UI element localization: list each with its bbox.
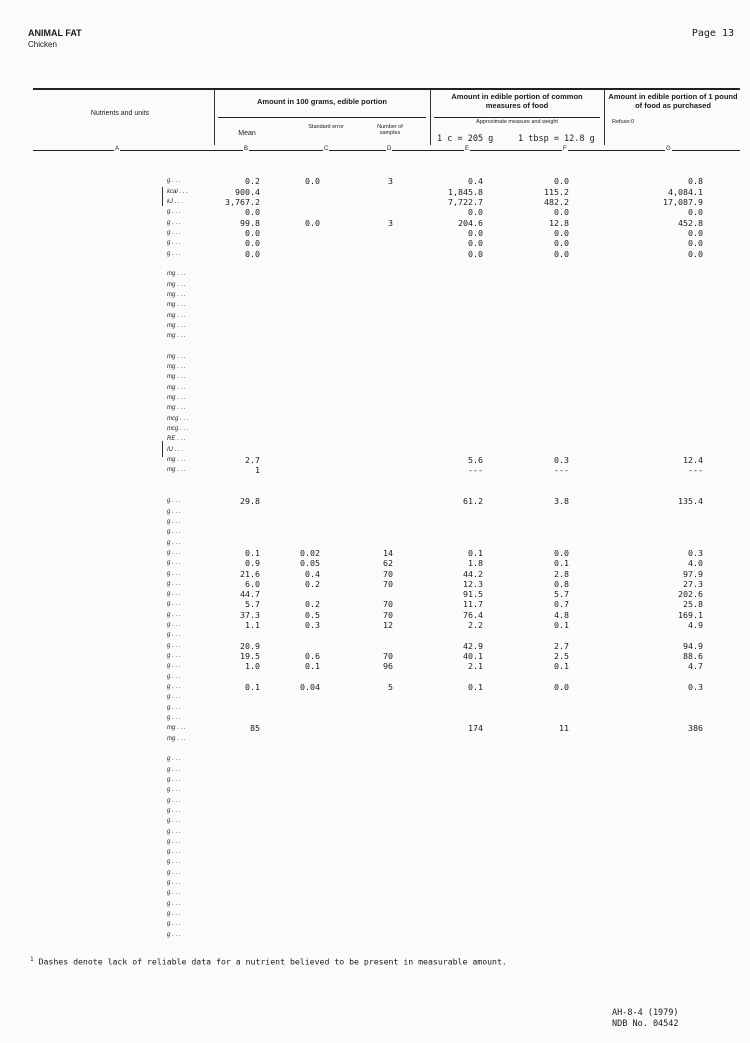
table-row (0, 899, 750, 909)
value-col-e: 1.8 (468, 558, 483, 569)
table-row (0, 187, 750, 197)
unit-label: g . . . (167, 651, 180, 661)
value-col-e: 0.1 (468, 547, 483, 558)
value-col-b: 5.7 (245, 599, 260, 610)
value-col-b: 6.0 (245, 578, 260, 589)
value-col-g: 386 (688, 723, 703, 734)
value-col-g: 202.6 (678, 589, 703, 600)
unit-label: g . . . (167, 785, 180, 795)
table-row (0, 765, 750, 775)
table-row (0, 579, 750, 589)
value-col-g: 88.6 (683, 651, 703, 661)
unit-label: g . . . (167, 599, 180, 609)
table-row (0, 290, 750, 300)
table-row (0, 486, 750, 496)
table-row (0, 496, 750, 506)
value-col-b: 0.0 (245, 207, 260, 218)
table-row (0, 630, 750, 640)
doc-title: ANIMAL FAT (28, 28, 82, 38)
table-row (0, 424, 750, 434)
table-row (0, 857, 750, 867)
col-letter-d: D (387, 146, 392, 152)
table-row (0, 930, 750, 940)
table-row (0, 651, 750, 661)
table-row (0, 558, 750, 568)
table-row (0, 878, 750, 888)
unit-label: g . . . (167, 775, 180, 785)
unit-label: g . . . (167, 919, 180, 929)
value-col-e: 91.5 (463, 589, 483, 600)
value-col-d: 5 (388, 682, 393, 692)
value-col-f: 5.7 (554, 589, 569, 600)
table-row (0, 589, 750, 599)
value-col-e: 42.9 (463, 640, 483, 651)
value-col-c: 0.5 (305, 609, 320, 620)
table-row (0, 672, 750, 682)
value-col-b: 99.8 (240, 217, 260, 228)
header-divider-a (214, 89, 215, 145)
col-letter-g: G (666, 146, 671, 152)
value-col-g: 4.0 (688, 558, 703, 569)
unit-label: g . . . (167, 930, 180, 940)
value-col-g: 25.8 (683, 599, 703, 610)
unit-label: g . . . (167, 630, 180, 640)
unit-label: mcg . . . (167, 424, 188, 434)
value-col-g: 94.9 (683, 640, 703, 651)
value-col-d: 96 (383, 661, 393, 672)
value-col-f: 0.0 (554, 176, 569, 187)
table-row (0, 641, 750, 651)
unit-label: mg . . . (167, 331, 185, 341)
value-col-f: 3.8 (554, 496, 569, 507)
unit-label: g . . . (167, 569, 180, 579)
unit-label: mg . . . (167, 362, 185, 372)
unit-label: g . . . (167, 641, 180, 651)
unit-label: g . . . (167, 548, 180, 558)
value-col-b: 900.4 (235, 186, 260, 197)
footnote-marker: 1 (30, 956, 34, 963)
footnote-text: Dashes denote lack of reliable data for a nutrient believed to be present in measurable amount. (38, 956, 507, 967)
category-row (0, 166, 750, 176)
table-row (0, 352, 750, 362)
value-col-e: 174 (468, 723, 483, 734)
value-col-c: 0.05 (300, 558, 320, 569)
unit-label: g . . . (167, 527, 180, 537)
measure-tbsp: 1 tbsp = 12.8 g (518, 134, 595, 144)
unit-label: g . . . (167, 909, 180, 919)
value-col-f: 0.7 (554, 599, 569, 610)
unit-label: g . . . (167, 765, 180, 775)
value-col-g: 27.3 (683, 578, 703, 589)
value-col-g: 135.4 (678, 496, 703, 507)
value-col-b: 21.6 (240, 568, 260, 579)
unit-label: g . . . (167, 517, 180, 527)
category-row (0, 476, 750, 486)
header-sub-rule-1 (218, 117, 426, 118)
value-col-f: 11 (559, 723, 569, 734)
header-mean: Mean (238, 130, 256, 137)
value-col-e: 0.0 (468, 248, 483, 259)
value-col-b: 0.2 (245, 176, 260, 187)
unit-label: mg . . . (167, 403, 185, 413)
value-col-b: 0.0 (245, 238, 260, 249)
value-col-b: 1 (255, 465, 260, 476)
unit-label: g . . . (167, 857, 180, 867)
unit-label: g . . . (167, 827, 180, 837)
table-row (0, 723, 750, 733)
table-row (0, 775, 750, 785)
table-row (0, 692, 750, 702)
unit-label: mg . . . (167, 455, 185, 465)
table-row (0, 599, 750, 609)
value-col-e: 76.4 (463, 609, 483, 620)
unit-label: g . . . (167, 837, 180, 847)
col-letter-a: A (115, 146, 120, 152)
table-row (0, 527, 750, 537)
value-col-d: 70 (383, 609, 393, 620)
unit-label: kcal . . . (167, 187, 188, 197)
value-col-b: 0.0 (245, 248, 260, 259)
unit-label: mg . . . (167, 734, 185, 744)
unit-label: g . . . (167, 176, 180, 186)
unit-label: g . . . (167, 806, 180, 816)
table-row (0, 713, 750, 723)
header-amount-100g: Amount in 100 grams, edible portion (256, 97, 388, 106)
table-row (0, 280, 750, 290)
value-col-f: 0.0 (554, 682, 569, 692)
unit-label: g . . . (167, 692, 180, 702)
unit-label: g . . . (167, 847, 180, 857)
table-row (0, 785, 750, 795)
header-number-of-samples: Number of samples (377, 124, 403, 136)
value-col-c: 0.4 (305, 568, 320, 579)
value-col-e: 0.1 (468, 682, 483, 692)
value-col-f: 482.2 (544, 197, 569, 207)
category-row (0, 341, 750, 351)
value-col-e: 204.6 (458, 217, 483, 228)
unit-label: g . . . (167, 496, 180, 506)
value-col-b: 3,767.2 (225, 197, 260, 207)
value-col-c: 0.02 (300, 547, 320, 558)
value-col-g: --- (688, 465, 703, 476)
value-col-b: 29.8 (240, 496, 260, 507)
publication-code: AH-8-4 (1979) (612, 1008, 679, 1018)
table-row (0, 269, 750, 279)
value-col-c: 0.3 (305, 620, 320, 631)
value-col-f: 4.8 (554, 609, 569, 620)
table-row (0, 393, 750, 403)
value-col-b: 37.3 (240, 609, 260, 620)
table-row (0, 507, 750, 517)
unit-label: g . . . (167, 888, 180, 898)
unit-label: mg . . . (167, 290, 185, 300)
unit-label: mg . . . (167, 383, 185, 393)
table-row (0, 734, 750, 744)
value-col-d: 62 (383, 558, 393, 569)
unit-label: mg . . . (167, 352, 185, 362)
value-col-e: --- (468, 465, 483, 476)
table-row (0, 837, 750, 847)
value-col-c: 0.2 (305, 599, 320, 610)
value-col-g: 0.3 (688, 547, 703, 558)
unit-label: mg . . . (167, 372, 185, 382)
table-row (0, 403, 750, 413)
unit-label: g . . . (167, 238, 180, 248)
table-row (0, 218, 750, 228)
unit-label: g . . . (167, 661, 180, 671)
table-row (0, 847, 750, 857)
unit-label: mg . . . (167, 393, 185, 403)
value-col-d: 70 (383, 578, 393, 589)
value-col-f: 2.5 (554, 651, 569, 661)
unit-label: g . . . (167, 538, 180, 548)
table-row (0, 682, 750, 692)
value-col-e: 44.2 (463, 568, 483, 579)
value-col-b: 19.5 (240, 651, 260, 661)
category-row (0, 259, 750, 269)
table-row (0, 754, 750, 764)
unit-label: mg . . . (167, 280, 185, 290)
value-col-e: 5.6 (468, 455, 483, 465)
value-col-f: 12.8 (549, 217, 569, 228)
unit-label: g . . . (167, 228, 180, 238)
unit-label: mg . . . (167, 321, 185, 331)
table-row (0, 176, 750, 186)
header-approximate-measure: Approximate measure and weight (476, 119, 558, 125)
value-col-e: 0.0 (468, 207, 483, 218)
ndb-number: NDB No. 04542 (612, 1019, 679, 1029)
table-row (0, 816, 750, 826)
value-col-f: 0.3 (554, 455, 569, 465)
header-sub-rule-2 (434, 117, 600, 118)
value-col-f: 0.8 (554, 578, 569, 589)
value-col-b: 1.0 (245, 661, 260, 672)
value-col-b: 2.7 (245, 455, 260, 465)
unit-label: mg . . . (167, 723, 185, 733)
value-col-b: 44.7 (240, 589, 260, 600)
table-row (0, 888, 750, 898)
value-col-b: 0.0 (245, 227, 260, 238)
value-col-f: 0.1 (554, 558, 569, 569)
table-row (0, 827, 750, 837)
value-col-g: 0.3 (688, 682, 703, 692)
value-col-e: 11.7 (463, 599, 483, 610)
value-col-b: 85 (250, 723, 260, 734)
header-refuse: Refuse:0 (612, 119, 635, 125)
value-col-c: 0.2 (305, 578, 320, 589)
value-col-f: 0.0 (554, 248, 569, 259)
table-row (0, 610, 750, 620)
value-col-e: 61.2 (463, 496, 483, 507)
table-row (0, 207, 750, 217)
header-common-measures: Amount in edible portion of common measures of food (451, 92, 583, 110)
col-letter-b: B (244, 146, 249, 152)
table-row (0, 620, 750, 630)
value-col-f: 0.1 (554, 661, 569, 672)
table-row (0, 919, 750, 929)
unit-label: g . . . (167, 878, 180, 888)
table-row (0, 434, 750, 444)
unit-label: g . . . (167, 620, 180, 630)
unit-label: mcg . . . (167, 414, 188, 424)
value-col-d: 3 (388, 176, 393, 187)
category-row (0, 744, 750, 754)
table-row (0, 300, 750, 310)
value-col-g: 4.7 (688, 661, 703, 672)
table-row (0, 455, 750, 465)
col-letter-e: E (465, 146, 470, 152)
unit-label: g . . . (167, 558, 180, 568)
table-row (0, 383, 750, 393)
value-col-d: 3 (388, 217, 393, 228)
value-col-f: 115.2 (544, 186, 569, 197)
table-row (0, 228, 750, 238)
value-col-f: 2.7 (554, 640, 569, 651)
col-letter-c: C (324, 146, 329, 152)
value-col-c: 0.04 (300, 682, 320, 692)
unit-label: g . . . (167, 796, 180, 806)
value-col-c: 0.6 (305, 651, 320, 661)
table-row (0, 362, 750, 372)
table-row (0, 372, 750, 382)
unit-label: g . . . (167, 868, 180, 878)
unit-label: g . . . (167, 899, 180, 909)
value-col-g: 0.0 (688, 227, 703, 238)
value-col-e: 0.0 (468, 238, 483, 249)
value-col-e: 12.3 (463, 578, 483, 589)
table-row (0, 517, 750, 527)
value-col-g: 4,084.1 (668, 186, 703, 197)
value-col-g: 0.8 (688, 176, 703, 187)
table-row (0, 538, 750, 548)
unit-label: g . . . (167, 589, 180, 599)
value-col-d: 70 (383, 568, 393, 579)
table-row (0, 806, 750, 816)
table-row (0, 548, 750, 558)
footnote (30, 956, 507, 967)
value-col-e: 7,722.7 (448, 197, 483, 207)
unit-label: mg . . . (167, 300, 185, 310)
table-row (0, 414, 750, 424)
unit-label: mg . . . (167, 269, 185, 279)
table-row (0, 465, 750, 475)
value-col-c: 0.1 (305, 661, 320, 672)
value-col-d: 70 (383, 599, 393, 610)
table-row (0, 868, 750, 878)
unit-label: g . . . (167, 249, 180, 259)
header-divider-c (604, 89, 605, 145)
value-col-g: 0.0 (688, 238, 703, 249)
value-col-g: 4.9 (688, 620, 703, 631)
table-row (0, 569, 750, 579)
unit-label: g . . . (167, 207, 180, 217)
value-col-f: 2.8 (554, 568, 569, 579)
value-col-f: 0.0 (554, 547, 569, 558)
unit-label: g . . . (167, 579, 180, 589)
table-row (0, 909, 750, 919)
value-col-b: 1.1 (245, 620, 260, 631)
value-col-g: 0.0 (688, 248, 703, 259)
document-id (612, 1008, 679, 1030)
unit-label: g . . . (167, 218, 180, 228)
header-standard-error: Standard error (308, 124, 344, 130)
unit-label: g . . . (167, 672, 180, 682)
value-col-g: 97.9 (683, 568, 703, 579)
table-row (0, 321, 750, 331)
value-col-d: 14 (383, 547, 393, 558)
value-col-g: 452.8 (678, 217, 703, 228)
value-col-e: 0.4 (468, 176, 483, 187)
unit-label: g . . . (167, 816, 180, 826)
table-row (0, 796, 750, 806)
header-nutrients: Nutrients and units (90, 110, 150, 117)
col-letter-f: F (563, 146, 567, 152)
value-col-e: 0.0 (468, 227, 483, 238)
header-per-pound: Amount in edible portion of 1 pound of food as purchased (608, 92, 738, 110)
unit-label: kJ . . . (167, 197, 183, 207)
unit-label: g . . . (167, 713, 180, 723)
table-row (0, 249, 750, 259)
value-col-b: 20.9 (240, 640, 260, 651)
value-col-b: 0.9 (245, 558, 260, 569)
header-top-rule (33, 88, 740, 90)
value-col-e: 2.2 (468, 620, 483, 631)
measure-cup: 1 c = 205 g (437, 134, 494, 144)
unit-label: mg . . . (167, 311, 185, 321)
value-col-f: 0.0 (554, 238, 569, 249)
value-col-g: 12.4 (683, 455, 703, 465)
value-col-c: 0.0 (305, 217, 320, 228)
value-col-c: 0.0 (305, 176, 320, 187)
table-row (0, 238, 750, 248)
value-col-d: 12 (383, 620, 393, 631)
value-col-g: 169.1 (678, 609, 703, 620)
unit-label: IU . . . (167, 445, 183, 455)
value-col-f: --- (554, 465, 569, 476)
doc-subtitle: Chicken (28, 40, 57, 49)
table-row (0, 331, 750, 341)
unit-label: g . . . (167, 754, 180, 764)
value-col-e: 2.1 (468, 661, 483, 672)
table-row (0, 197, 750, 207)
value-col-d: 70 (383, 651, 393, 661)
unit-label: g . . . (167, 507, 180, 517)
unit-label: g . . . (167, 610, 180, 620)
unit-label: g . . . (167, 682, 180, 692)
table-row (0, 703, 750, 713)
unit-label: mg . . . (167, 465, 185, 475)
value-col-f: 0.1 (554, 620, 569, 631)
value-col-f: 0.0 (554, 227, 569, 238)
table-row (0, 661, 750, 671)
value-col-b: 0.1 (245, 547, 260, 558)
value-col-g: 0.0 (688, 207, 703, 218)
value-col-b: 0.1 (245, 682, 260, 692)
table-row (0, 311, 750, 321)
value-col-e: 1,845.8 (448, 186, 483, 197)
header-divider-b (430, 89, 431, 145)
page-number: Page 13 (691, 28, 734, 39)
unit-label: RE . . . (167, 434, 185, 444)
table-row (0, 445, 750, 455)
value-col-e: 40.1 (463, 651, 483, 661)
value-col-f: 0.0 (554, 207, 569, 218)
unit-label: g . . . (167, 703, 180, 713)
value-col-g: 17,087.9 (663, 197, 703, 207)
